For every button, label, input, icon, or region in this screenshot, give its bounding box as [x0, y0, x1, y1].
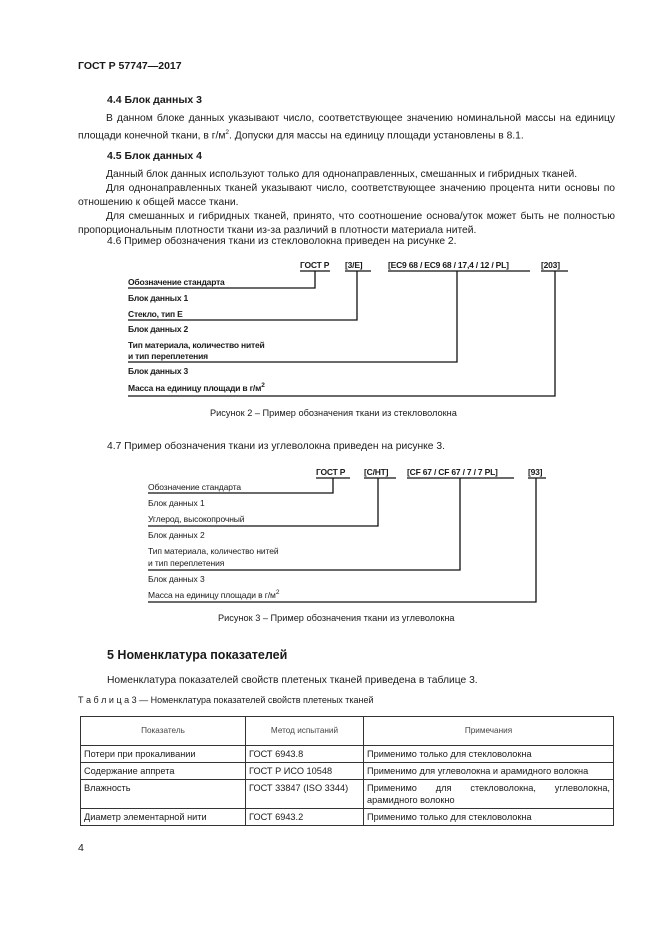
table-cell: Диаметр элементарной нити [81, 809, 246, 826]
section-5-title: 5 Номенклатура показателей [107, 648, 288, 662]
fig2-label-b1v: Стекло, тип Е [128, 309, 183, 319]
fig2-label-std: Обозначение стандарта [128, 277, 225, 287]
table-3 [80, 716, 614, 826]
fig3-label-b2v2: и тип переплетения [148, 558, 225, 568]
fig2-code-b1: [3/Е] [345, 260, 363, 270]
section-4-5-p1: Данный блок данных используют только для однонаправленных, смешанных и гибридных тканей. [106, 169, 578, 180]
table-cell: ГОСТ 33847 (ISO 3344) [246, 780, 364, 809]
table-cell: ГОСТ 6943.2 [246, 809, 364, 826]
fig2-label-b3v-sup: 2 [261, 382, 265, 389]
section-4-5-title: 4.5 Блок данных 4 [107, 150, 202, 162]
table-cell: Потери при прокаливании [81, 746, 246, 763]
fig3-label-std: Обозначение стандарта [148, 482, 242, 492]
table-header-method: Метод испытаний [246, 717, 364, 746]
section-4-4-title: 4.4 Блок данных 3 [107, 94, 202, 106]
fig2-label-b3v-text: Масса на единицу площади в г/м [128, 382, 262, 393]
table-header-indicator: Показатель [81, 717, 246, 746]
fig3-code-std: ГОСТ Р [316, 467, 346, 477]
section-5-text: Номенклатура показателей свойств плетеных тканей приведена в таблице 3. [107, 675, 478, 686]
fig3-code-b1: [С/НТ] [364, 467, 389, 477]
fig2-code-std: ГОСТ Р [300, 260, 330, 270]
figure-2-caption: Рисунок 2 – Пример обозначения ткани из стекловолокна [210, 408, 457, 418]
fig3-label-b3v-sup: 2 [275, 589, 280, 596]
table-row [81, 780, 614, 809]
table-row [81, 763, 614, 780]
figure-3-caption: Рисунок 3 – Пример обозначения ткани из углеволокна [218, 613, 455, 623]
fig3-label-b1: Блок данных 1 [148, 498, 205, 508]
fig2-label-b1: Блок данных 1 [128, 293, 189, 303]
table-row [81, 809, 614, 826]
table-cell: Содержание аппрета [81, 763, 246, 780]
section-4-5-p3: Для смешанных и гибридных тканей, принято, что соотношение основа/уток может быть не полностью пропорциональным плотности ткани из-за различий в плотности материала нитей. [78, 211, 615, 236]
section-4-7-text: 4.7 Пример обозначения ткани из углеволокна приведен на рисунке 3. [107, 441, 445, 452]
fig3-label-b1v: Углерод, высокопрочный [148, 514, 245, 524]
table-header-row [81, 717, 614, 746]
fig2-code-b3: [203] [541, 260, 560, 270]
table-cell: Применимо для углеволокна и арамидного волокна [364, 763, 614, 780]
section-4-4-text-end: . Допуски для массы на единицу площади установлены в 8.1. [229, 130, 524, 142]
table-row [81, 746, 614, 763]
fig3-label-b3v [148, 589, 279, 600]
table-cell: Влажность [81, 780, 246, 809]
table-cell: ГОСТ 6943.8 [246, 746, 364, 763]
fig3-label-b2v1: Тип материала, количество нитей [148, 546, 279, 556]
table-cell: Применимо только для стекловолокна [364, 809, 614, 826]
page-number: 4 [78, 842, 84, 854]
fig3-label-b3v-text: Масса на единицу площади в г/м [148, 589, 276, 600]
fig2-label-b2v2: и тип переплетения [128, 351, 208, 361]
table-header-notes: Примечания [364, 717, 614, 746]
fig2-label-b2v1: Тип материала, количество нитей [128, 340, 265, 350]
fig3-label-b3: Блок данных 3 [148, 574, 205, 584]
section-4-6-text: 4.6 Пример обозначения ткани из стекловолокна приведен на рисунке 2. [107, 236, 457, 247]
table-cell: Применимо для стекловолокна, углеволокна, арамидного волокно [364, 780, 614, 809]
table-cell: Применимо только для стекловолокна [364, 746, 614, 763]
table-3-caption: Т а б л и ц а 3 — Номенклатура показателей свойств плетеных тканей [78, 695, 374, 705]
fig2-code-b2: [ЕС9 68 / ЕС9 68 / 17,4 / 12 / PL] [388, 260, 509, 270]
table-cell: ГОСТ Р ИСО 10548 [246, 763, 364, 780]
fig3-label-b2: Блок данных 2 [148, 530, 205, 540]
section-4-4-text-main: В данном блоке данных указывают число, соответствующее значению номинальной массы на единицу площади конечной ткани, в г/м [78, 113, 615, 142]
section-4-4-text-sup: 2 [225, 129, 230, 136]
fig2-label-b3: Блок данных 3 [128, 366, 189, 376]
fig3-code-b2: [CF 67 / CF 67 / 7 / 7 PL] [407, 467, 498, 477]
section-4-5-p2: Для однонаправленных тканей указывают число, соответствующее значению процента нити основы по отношению к общей массе ткани. [78, 183, 615, 208]
fig2-label-b2: Блок данных 2 [128, 324, 189, 334]
document-header: ГОСТ Р 57747—2017 [78, 60, 182, 72]
fig3-code-b3: [93] [528, 467, 543, 477]
